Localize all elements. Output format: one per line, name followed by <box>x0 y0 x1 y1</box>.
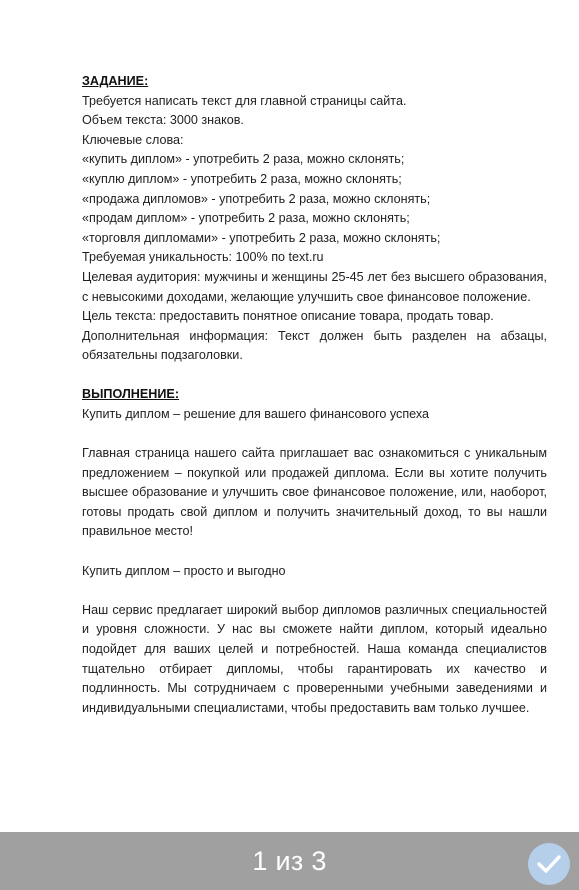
spacer <box>82 581 547 601</box>
result-paragraph-2: Наш сервис предлагает широкий выбор дипломов различных специальностей и уровня сложности. У нас вы сможете найти диплом, который идеально подойдет для ваших целей и потребностей. Наша команда специалистов тщательно отбирает дипломы, чтобы гарантировать их качество и подлинность. Мы сотрудничаем с проверенными учебными заведениями и индивидуальными специалистами, чтобы предоставить вам только лучшее. <box>82 602 547 715</box>
spacer <box>82 542 547 562</box>
task-line: Требуемая уникальность: 100% по text.ru <box>82 250 324 265</box>
task-line: «куплю диплом» - употребить 2 раза, можно склонять; <box>82 171 402 186</box>
result-heading: ВЫПОЛНЕНИЕ: <box>82 387 180 402</box>
task-heading: ЗАДАНИЕ: <box>82 74 149 88</box>
task-line: Ключевые слова: <box>82 132 184 147</box>
checkmark-icon <box>536 853 562 875</box>
task-audience: Целевая аудитория: мужчины и женщины 25-45 лет без высшего образования, с невысокими доходами, желающие улучшить свое финансовое положение. <box>82 269 547 304</box>
confirm-button[interactable] <box>528 843 570 885</box>
page-indicator: 1 из 3 <box>252 846 327 876</box>
bottom-bar <box>0 832 579 890</box>
task-extra: Дополнительная информация: Текст должен быть разделен на абзацы, обязательны подзаголовки. <box>82 328 547 363</box>
spacer <box>82 424 547 444</box>
task-line: Требуется написать текст для главной страницы сайта. <box>82 93 407 108</box>
result-paragraph-1: Главная страница нашего сайта приглашает вас ознакомиться с уникальным предложением – покупкой или продажей диплома. Если вы хотите получить высшее образование и улучшить свое финансовое положение, или, наоборот, готовы продать свой диплом и получить значительный доход, то вы нашли правильное место! <box>82 446 547 539</box>
result-subtitle-2: Купить диплом – просто и выгодно <box>82 563 286 578</box>
document-content <box>82 72 547 718</box>
result-subtitle-1: Купить диплом – решение для вашего финансового успеха <box>82 406 430 421</box>
task-line: Объем текста: 3000 знаков. <box>82 113 244 128</box>
task-line: «купить диплом» - употребить 2 раза, можно склонять; <box>82 152 405 167</box>
task-line: «торговля дипломами» - употребить 2 раза, можно склонять; <box>82 230 441 245</box>
task-goal: Цель текста: предоставить понятное описание товара, продать товар. <box>82 309 494 324</box>
spacer <box>82 366 547 385</box>
task-line: «продам диплом» - употребить 2 раза, можно склонять; <box>82 211 410 226</box>
task-line: «продажа дипломов» - употребить 2 раза, можно склонять; <box>82 191 431 206</box>
